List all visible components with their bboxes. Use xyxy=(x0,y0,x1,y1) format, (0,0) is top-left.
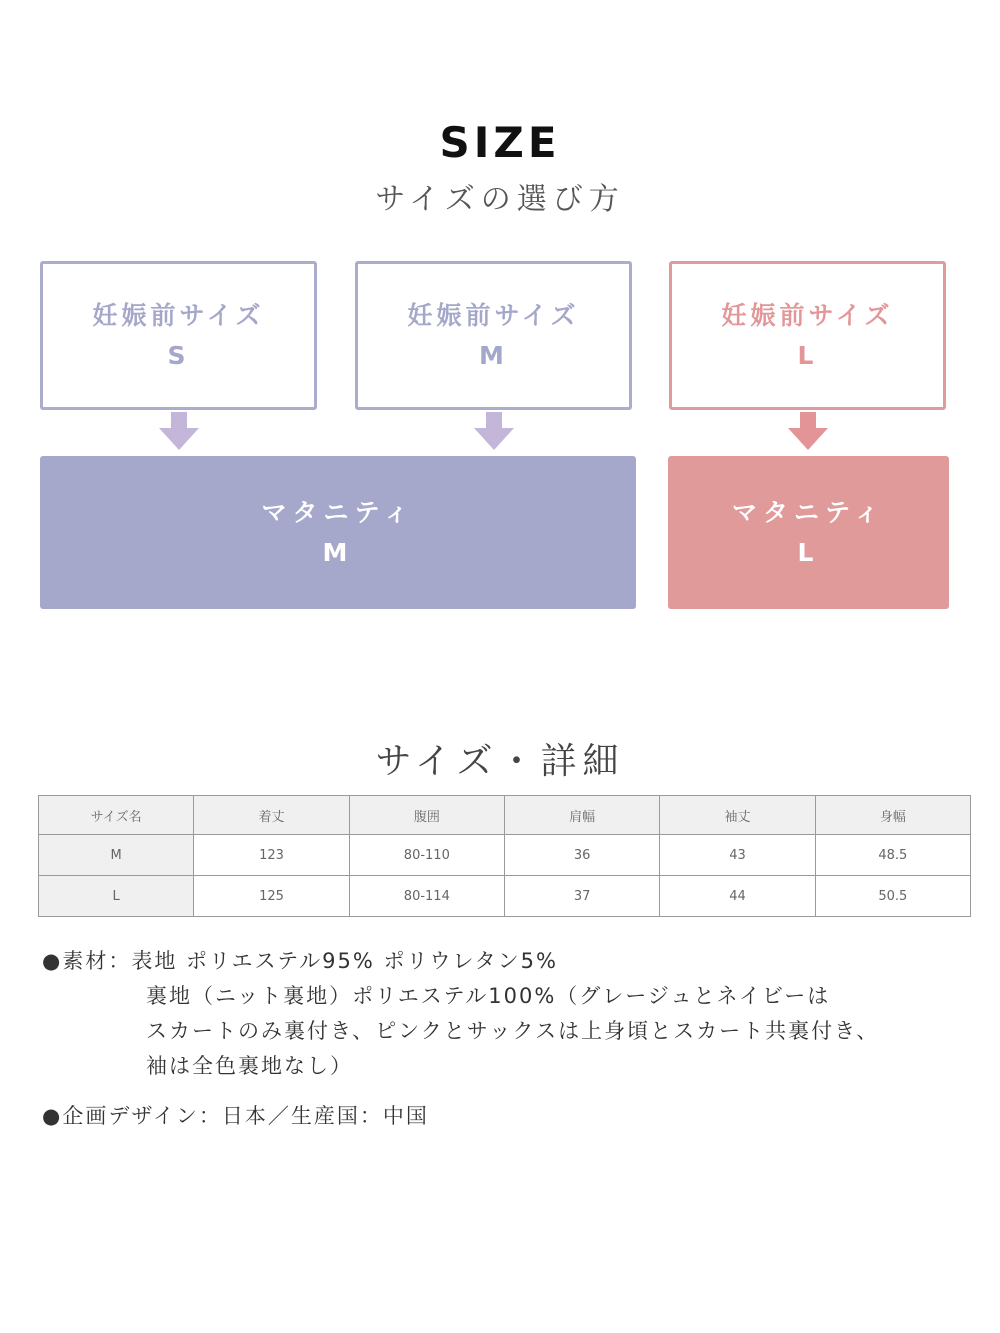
arrow-down-icon xyxy=(159,412,199,450)
table-cell: 48.5 xyxy=(815,835,970,876)
maternity-size: L xyxy=(797,537,820,567)
page-title: SIZE xyxy=(439,118,561,167)
pre-size-label: 妊娠前サイズ xyxy=(721,300,894,330)
table-cell: L xyxy=(39,876,194,917)
pre-size-value: M xyxy=(479,340,508,370)
table-row xyxy=(39,835,971,876)
arrow-down-icon xyxy=(474,412,514,450)
size-details-title: サイズ・詳細 xyxy=(375,741,625,782)
table-cell: 80-114 xyxy=(349,876,504,917)
maternity-label: マタニティ xyxy=(261,497,415,527)
pre-size-label: 妊娠前サイズ xyxy=(92,300,265,330)
material-note: ●素材：表地 ポリエステル95% ポリウレタン5% xyxy=(42,949,558,973)
pre-size-box-s xyxy=(40,261,317,410)
origin-note: ●企画デザイン：日本／生産国：中国 xyxy=(42,1104,429,1128)
table-row xyxy=(39,876,971,917)
table-cell: 123 xyxy=(194,835,349,876)
header-length: 着丈 xyxy=(194,796,349,835)
pre-size-label: 妊娠前サイズ xyxy=(407,300,580,330)
maternity-size: M xyxy=(322,537,354,567)
pre-size-value: L xyxy=(797,340,818,370)
size-table xyxy=(38,795,971,917)
header-sleeve: 袖丈 xyxy=(660,796,815,835)
material-note-lining: 袖は全色裏地なし） xyxy=(146,1054,353,1078)
page-subtitle: サイズの選び方 xyxy=(375,182,625,217)
maternity-box-m xyxy=(40,456,636,609)
table-cell: 37 xyxy=(504,876,659,917)
product-notes xyxy=(42,944,982,1134)
material-note-lining: スカートのみ裏付き、ピンクとサックスは上身頃とスカート共裏付き、 xyxy=(146,1019,880,1043)
table-cell: 36 xyxy=(504,835,659,876)
maternity-box-l xyxy=(668,456,949,609)
table-cell: 43 xyxy=(660,835,815,876)
pre-size-box-m xyxy=(355,261,632,410)
table-cell: 50.5 xyxy=(815,876,970,917)
header-width: 身幅 xyxy=(815,796,970,835)
arrow-down-icon xyxy=(788,412,828,450)
material-note-lining: 裏地（ニット裏地）ポリエステル100%（グレージュとネイビーは xyxy=(146,984,831,1008)
table-cell: 44 xyxy=(660,876,815,917)
table-cell: 80-110 xyxy=(349,835,504,876)
pre-size-value: S xyxy=(167,340,190,370)
maternity-label: マタニティ xyxy=(731,497,885,527)
table-header-row xyxy=(39,796,971,835)
header-waist: 腹囲 xyxy=(349,796,504,835)
header-size-name: サイズ名 xyxy=(39,796,194,835)
table-cell: M xyxy=(39,835,194,876)
table-cell: 125 xyxy=(194,876,349,917)
header-shoulder: 肩幅 xyxy=(504,796,659,835)
pre-size-box-l xyxy=(669,261,946,410)
